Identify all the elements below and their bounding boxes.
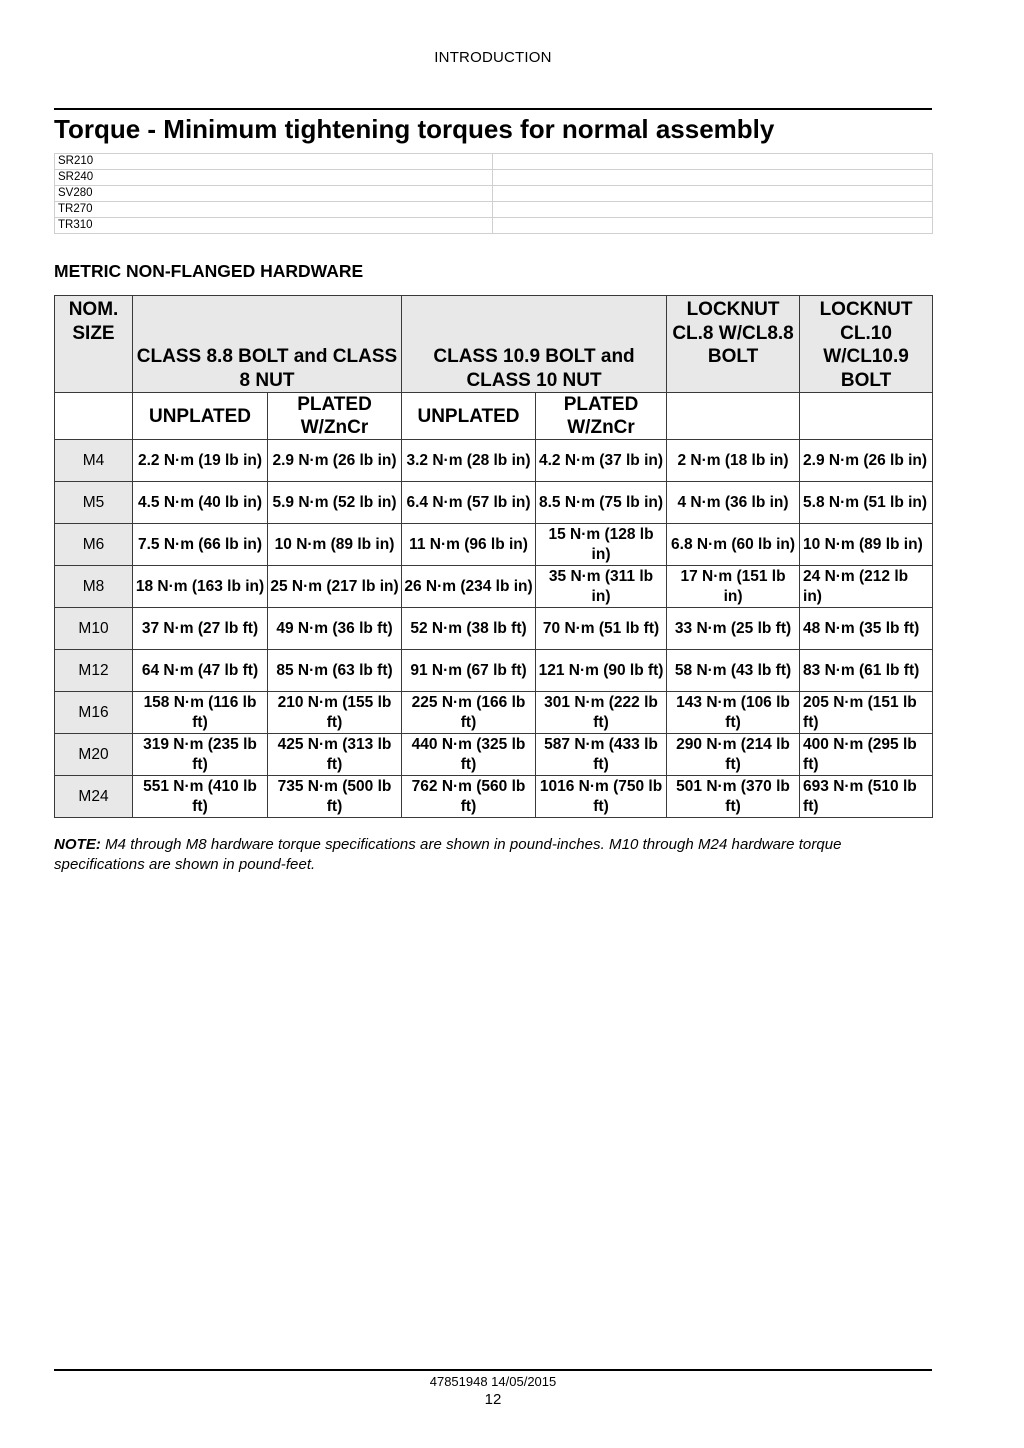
torque-cell: 48 N·m (35 lb ft): [800, 608, 933, 650]
torque-cell: 587 N·m (433 lb ft): [536, 734, 667, 776]
header-class-8-8: CLASS 8.8 BOLT and CLASS 8 NUT: [133, 296, 402, 393]
subheader-plated: PLATED W/ZnCr: [268, 393, 402, 440]
torque-cell: 210 N·m (155 lb ft): [268, 692, 402, 734]
model-cell: SV280: [55, 186, 493, 202]
empty-cell: [493, 202, 933, 218]
torque-cell: 85 N·m (63 lb ft): [268, 650, 402, 692]
footer-rule: [54, 1369, 932, 1371]
size-cell: M20: [55, 734, 133, 776]
running-header: INTRODUCTION: [434, 49, 552, 66]
subheader-empty: [667, 393, 800, 440]
empty-cell: [493, 218, 933, 234]
table-row: [55, 650, 933, 692]
model-cell: SR240: [55, 170, 493, 186]
torque-cell: 5.9 N·m (52 lb in): [268, 482, 402, 524]
torque-cell: 762 N·m (560 lb ft): [402, 776, 536, 818]
torque-cell: 35 N·m (311 lb in): [536, 566, 667, 608]
table-row: [55, 186, 933, 202]
torque-cell: 400 N·m (295 lb ft): [800, 734, 933, 776]
size-cell: M24: [55, 776, 133, 818]
subheader-empty: [800, 393, 933, 440]
torque-cell: 10 N·m (89 lb in): [268, 524, 402, 566]
empty-cell: [493, 154, 933, 170]
torque-cell: 83 N·m (61 lb ft): [800, 650, 933, 692]
torque-cell: 18 N·m (163 lb in): [133, 566, 268, 608]
torque-cell: 2 N·m (18 lb in): [667, 440, 800, 482]
torque-cell: 301 N·m (222 lb ft): [536, 692, 667, 734]
table-row: [55, 202, 933, 218]
table-row: [55, 170, 933, 186]
table-row: [55, 482, 933, 524]
model-cell: SR210: [55, 154, 493, 170]
size-cell: M12: [55, 650, 133, 692]
subheader-empty: [55, 393, 133, 440]
torque-cell: 5.8 N·m (51 lb in): [800, 482, 933, 524]
torque-cell: 52 N·m (38 lb ft): [402, 608, 536, 650]
subheader-row: [55, 393, 933, 440]
torque-cell: 10 N·m (89 lb in): [800, 524, 933, 566]
torque-cell: 1016 N·m (750 lb ft): [536, 776, 667, 818]
torque-cell: 319 N·m (235 lb ft): [133, 734, 268, 776]
note-text: M4 through M8 hardware torque specifications are shown in pound-inches. M10 through M24 hardware torque specifications are shown in pound-feet.: [54, 836, 842, 873]
empty-cell: [493, 186, 933, 202]
header-row: [55, 296, 933, 393]
table-row: [55, 154, 933, 170]
model-cell: TR270: [55, 202, 493, 218]
torque-cell: 24 N·m (212 lb in): [800, 566, 933, 608]
torque-cell: 11 N·m (96 lb in): [402, 524, 536, 566]
size-cell: M5: [55, 482, 133, 524]
page-title: Torque - Minimum tightening torques for normal assembly: [54, 114, 775, 144]
note-paragraph: [54, 835, 934, 875]
torque-cell: 15 N·m (128 lb in): [536, 524, 667, 566]
torque-cell: 25 N·m (217 lb in): [268, 566, 402, 608]
torque-table: [54, 295, 933, 818]
empty-cell: [493, 170, 933, 186]
torque-cell: 64 N·m (47 lb ft): [133, 650, 268, 692]
footer-doc-ref: 47851948 14/05/2015: [429, 1374, 557, 1389]
table-row: [55, 566, 933, 608]
table-row: [55, 218, 933, 234]
torque-cell: 8.5 N·m (75 lb in): [536, 482, 667, 524]
torque-cell: 551 N·m (410 lb ft): [133, 776, 268, 818]
subheader-plated: PLATED W/ZnCr: [536, 393, 667, 440]
torque-cell: 2.2 N·m (19 lb in): [133, 440, 268, 482]
torque-cell: 290 N·m (214 lb ft): [667, 734, 800, 776]
torque-cell: 6.4 N·m (57 lb in): [402, 482, 536, 524]
size-cell: M6: [55, 524, 133, 566]
torque-cell: 17 N·m (151 lb in): [667, 566, 800, 608]
models-table: [54, 153, 933, 234]
subheader-unplated: UNPLATED: [133, 393, 268, 440]
table-row: [55, 524, 933, 566]
torque-cell: 4.2 N·m (37 lb in): [536, 440, 667, 482]
torque-cell: 49 N·m (36 lb ft): [268, 608, 402, 650]
page-number: 12: [484, 1391, 502, 1408]
header-locknut-cl8: LOCKNUT CL.8 W/CL8.8 BOLT: [667, 296, 800, 393]
torque-cell: 158 N·m (116 lb ft): [133, 692, 268, 734]
torque-cell: 4.5 N·m (40 lb in): [133, 482, 268, 524]
size-cell: M4: [55, 440, 133, 482]
header-rule: [54, 108, 932, 110]
note-label: NOTE:: [54, 836, 101, 853]
torque-cell: 143 N·m (106 lb ft): [667, 692, 800, 734]
size-cell: M16: [55, 692, 133, 734]
torque-cell: 225 N·m (166 lb ft): [402, 692, 536, 734]
table-row: [55, 440, 933, 482]
header-locknut-cl10: LOCKNUT CL.10 W/CL10.9 BOLT: [800, 296, 933, 393]
table-row: [55, 776, 933, 818]
size-cell: M10: [55, 608, 133, 650]
torque-cell: 7.5 N·m (66 lb in): [133, 524, 268, 566]
torque-cell: 33 N·m (25 lb ft): [667, 608, 800, 650]
torque-cell: 91 N·m (67 lb ft): [402, 650, 536, 692]
torque-cell: 70 N·m (51 lb ft): [536, 608, 667, 650]
torque-cell: 205 N·m (151 lb ft): [800, 692, 933, 734]
torque-cell: 693 N·m (510 lb ft): [800, 776, 933, 818]
torque-cell: 440 N·m (325 lb ft): [402, 734, 536, 776]
torque-cell: 58 N·m (43 lb ft): [667, 650, 800, 692]
torque-cell: 26 N·m (234 lb in): [402, 566, 536, 608]
table-row: [55, 608, 933, 650]
size-cell: M8: [55, 566, 133, 608]
header-class-10-9: CLASS 10.9 BOLT and CLASS 10 NUT: [402, 296, 667, 393]
torque-cell: 121 N·m (90 lb ft): [536, 650, 667, 692]
torque-cell: 2.9 N·m (26 lb in): [800, 440, 933, 482]
torque-cell: 3.2 N·m (28 lb in): [402, 440, 536, 482]
torque-cell: 735 N·m (500 lb ft): [268, 776, 402, 818]
torque-cell: 37 N·m (27 lb ft): [133, 608, 268, 650]
section-heading: METRIC NON-FLANGED HARDWARE: [54, 261, 364, 281]
model-cell: TR310: [55, 218, 493, 234]
table-row: [55, 734, 933, 776]
torque-cell: 4 N·m (36 lb in): [667, 482, 800, 524]
torque-cell: 2.9 N·m (26 lb in): [268, 440, 402, 482]
subheader-unplated: UNPLATED: [402, 393, 536, 440]
header-nom-size: NOM. SIZE: [55, 296, 133, 393]
torque-cell: 6.8 N·m (60 lb in): [667, 524, 800, 566]
torque-cell: 425 N·m (313 lb ft): [268, 734, 402, 776]
torque-cell: 501 N·m (370 lb ft): [667, 776, 800, 818]
table-row: [55, 692, 933, 734]
